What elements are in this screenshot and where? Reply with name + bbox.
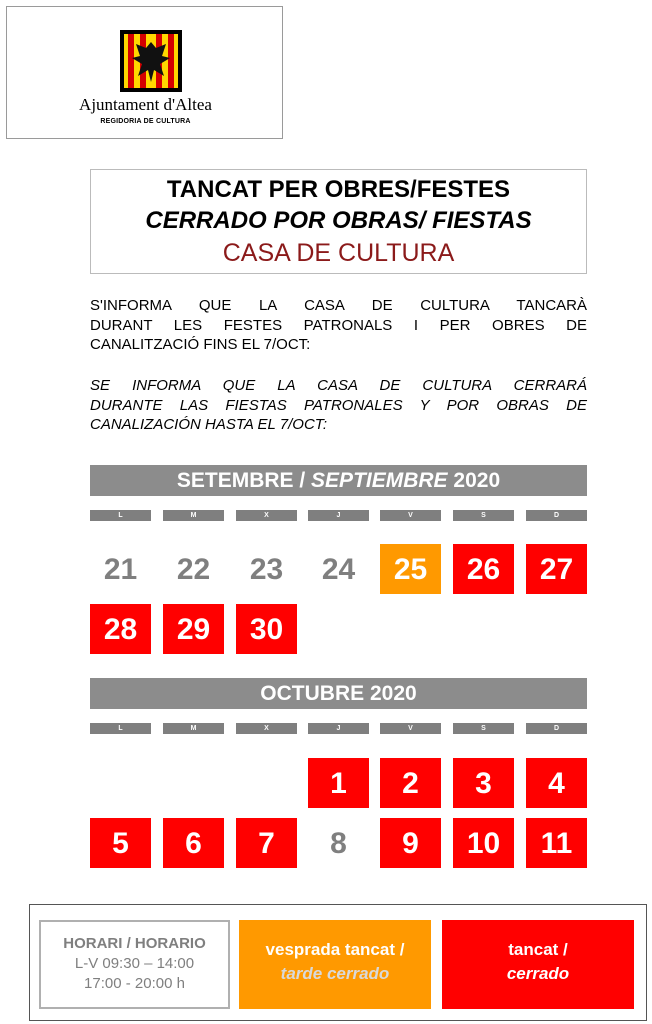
calendar-day-closed: 29 [163, 604, 224, 654]
weekday-label: J [308, 723, 369, 734]
calendar-day-open: 22 [176, 553, 211, 586]
weekday-label: L [90, 723, 151, 734]
notice-line: S'INFORMA QUE LA CASA DE CULTURA TANCARÀ [90, 297, 587, 314]
calendar-day-closed: 4 [526, 758, 587, 808]
org-subtitle: REGIDORIA DE CULTURA [100, 118, 191, 125]
weekday-label: V [380, 723, 441, 734]
hours-title: HORARI / HORARIO [63, 935, 206, 952]
calendar-day-open: 21 [103, 553, 138, 586]
calendar-day-closed: 6 [163, 818, 224, 868]
legend-closed [442, 920, 634, 1009]
month-header-september [90, 465, 587, 496]
calendar-day-closed: 7 [236, 818, 297, 868]
calendar-day-closed: 30 [236, 604, 297, 654]
title-catalan: TANCAT PER OBRES/FESTES [166, 176, 511, 203]
month-header-october: OCTUBRE 2020 [90, 678, 587, 709]
notice-line: SE INFORMA QUE LA CASA DE CULTURA CERRARÁ [90, 377, 587, 394]
notice-line: DURANT LES FESTES PATRONALS I PER OBRES DE [90, 316, 587, 334]
title-box [90, 169, 587, 274]
calendar-day-closed: 27 [526, 544, 587, 594]
title-spanish: CERRADO POR OBRAS/ FIESTAS [145, 207, 532, 234]
calendar-day-evening: 25 [380, 544, 441, 594]
coat-of-arms-icon [120, 30, 182, 92]
legend-evening-es: tarde cerrado [280, 964, 390, 983]
opening-hours [39, 920, 230, 1009]
weekday-label: M [163, 510, 224, 521]
logo-box [6, 6, 283, 139]
notice-spanish [90, 376, 587, 435]
calendar-day-open: 23 [249, 553, 284, 586]
legend-evening-ca: vesprada tancat / [265, 940, 405, 959]
org-name: Ajuntament d'Altea [79, 95, 212, 114]
month-title-ca: SETEMBRE / [176, 469, 312, 492]
weekday-label: J [308, 510, 369, 521]
weekday-label: S [453, 510, 514, 521]
calendar-day-closed: 3 [453, 758, 514, 808]
calendar-day-closed: 26 [453, 544, 514, 594]
calendar-day-closed: 9 [380, 818, 441, 868]
month-title-es: SEPTIEMBRE [311, 469, 448, 492]
hours-line: 17:00 - 20:00 h [84, 975, 185, 992]
calendar-day-closed: 10 [453, 818, 514, 868]
legend-closed-ca: tancat / [508, 940, 568, 959]
weekday-label: D [526, 510, 587, 521]
hours-line: L-V 09:30 – 14:00 [74, 955, 195, 972]
calendar-day-open: 24 [321, 553, 356, 586]
calendar-day-open: 8 [330, 827, 347, 860]
notice-line: CANALIZACIÓN HASTA EL 7/OCT: [90, 416, 327, 433]
weekday-label: M [163, 723, 224, 734]
weekday-label: S [453, 723, 514, 734]
notice-line: CANALITZACIÓ FINS EL 7/OCT: [90, 336, 311, 353]
calendar-day-closed: 28 [90, 604, 151, 654]
weekday-label: D [526, 723, 587, 734]
calendar-day-closed: 1 [308, 758, 369, 808]
legend-evening-closed [239, 920, 431, 1009]
weekday-label: V [380, 510, 441, 521]
notice-catalan [90, 296, 587, 355]
title-venue: CASA DE CULTURA [222, 239, 455, 267]
notice-line: DURANTE LAS FIESTAS PATRONALES Y POR OBRAS DE [90, 396, 587, 414]
weekday-label: L [90, 510, 151, 521]
calendar-day-closed: 2 [380, 758, 441, 808]
legend-closed-es: cerrado [506, 964, 570, 983]
calendar-day-closed: 5 [90, 818, 151, 868]
calendar-day-closed: 11 [526, 818, 587, 868]
month-year: 2020 [447, 469, 501, 492]
weekday-label: X [236, 723, 297, 734]
weekday-label: X [236, 510, 297, 521]
